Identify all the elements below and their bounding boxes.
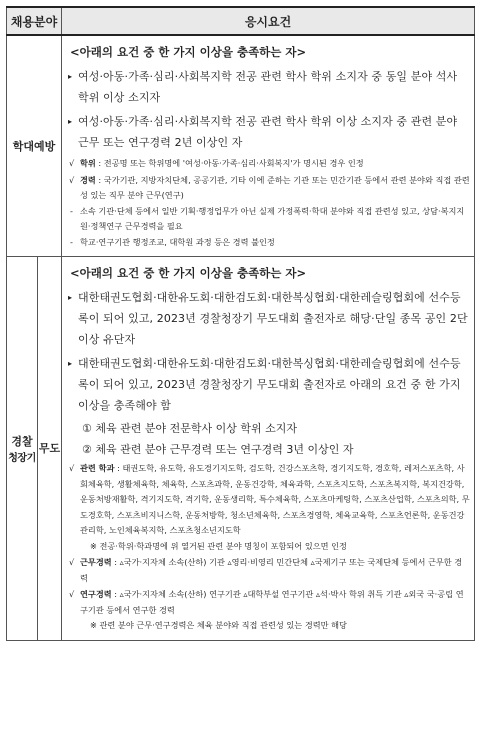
category-abuse-prevention: 학대예방: [7, 35, 62, 257]
note-reference: ※ 관련 분야 근무·연구경력은 체육 분야와 직접 관련성 있는 경력만 해당: [90, 620, 347, 630]
table-header-row: [7, 7, 475, 35]
section-heading: <아래의 요건 중 한 가지 이상을 충족하는 자>: [70, 45, 307, 59]
requirements-martial-arts: [62, 257, 475, 641]
sub-requirement: ② 체육 관련 분야 근무경력 또는 연구경력 3년 이상인 자: [82, 443, 354, 456]
sub-requirement: ① 체육 관련 분야 전문학사 이상 학위 소지자: [82, 422, 297, 435]
category-police-commissioner: 경찰 청장기: [7, 257, 38, 641]
note-research-career: √ 연구경력 : ▵국가·지자체 소속(산하) 연구기관 ▵대학부설 연구기관 ▵석·박사 학위 취득 기관 ▵외국 국·공립 연구기관 등에서 연구한 경력: [69, 589, 464, 615]
requirement-item: ▸ 대한태권도협회·대한유도회·대한검도회·대한복싱협회·대한레슬링협회에 선수등록이 되어 있고, 2023년 경찰청장기 무도대회 출전자로 해당·단일 종목 공인 2단 이상 유단자: [68, 287, 470, 350]
requirement-item: ▸ 여성·아동·가족·심리·사회복지학 전공 관련 학사 학위 이상 소지자 중 관련 분야 근무 또는 연구경력 2년 이상인 자: [68, 111, 470, 153]
header-field: 채용분야: [7, 7, 62, 35]
note-career: √ 경력 : 국가기관, 지방자치단체, 공공기관, 기타 이에 준하는 기관 또는 민간기관 등에서 관련 분야와 직접 관련성 있는 직무 분야 근무(연구): [69, 174, 470, 200]
dash-note: - 학교·연구기관 행정조교, 대학원 과정 등은 경력 불인정: [70, 236, 275, 247]
requirement-item: ▸ 대한태권도협회·대한유도회·대한검도회·대한복싱협회·대한레슬링협회에 선수등록이 되어 있고, 2023년 경찰청장기 무도대회 출전자로 아래의 요건 중 한 가지 이상을 충족해야 함: [68, 353, 470, 416]
note-related-majors: √ 관련 학과 : 태권도학, 유도학, 유도경기지도학, 검도학, 건강스포츠학, 경기지도학, 경호학, 레저스포츠학, 사회체육학, 생활체육학, 체육학, 스포츠과학, 운동건강학, 체육과학, 스포츠지도학, 스포츠복지학, 복지건강학, 운동처방재활학, 격기지도학, 격기학, 운동생리학, 특수체육학, 스포츠마케팅학, 스포츠산업학, 스포츠의학, 무도경호학, 스포츠비지니스학, 운동처방학, 청소년체육학, 스포츠경영학, 체육교육학, 스포츠언론학, 운동건강관리학, 노인체육복지학, 스포츠청소년지도학: [69, 463, 470, 535]
header-requirements: 응시요건: [62, 7, 475, 35]
dash-note: - 소속 기관·단체 등에서 일반 기획·행정업무가 아닌 실제 가정폭력·학대 분야와 직접 관련성 있고, 상담·복지지원·정책연구 근무경력을 필요: [70, 205, 465, 231]
note-work-career: √ 근무경력 : ▵국가·지자체 소속(산하) 기관 ▵영리·비영리 민간단체 ▵국제기구 또는 국제단체 등에서 근무한 경력: [69, 557, 463, 583]
requirements-table: [6, 6, 475, 641]
note-reference: ※ 전공·학위·학과명에 위 열거된 관련 분야 명칭이 포함되어 있으면 인정: [90, 540, 347, 551]
row-abuse-prevention: [7, 35, 475, 257]
note-degree: √ 학위 : 전공명 또는 학위명에 '여성·아동·가족·심리·사회복지'가 명시된 경우 인정: [69, 158, 364, 168]
requirement-item: ▸ 여성·아동·가족·심리·사회복지학 전공 관련 학사 학위 소지자 중 동일 분야 석사 학위 이상 소지자: [68, 66, 470, 108]
subcategory-martial-arts: 무도: [38, 257, 62, 641]
requirements-abuse-prevention: [62, 35, 475, 257]
section-heading: <아래의 요건 중 한 가지 이상을 충족하는 자>: [70, 266, 307, 280]
row-martial-arts: [7, 257, 475, 641]
